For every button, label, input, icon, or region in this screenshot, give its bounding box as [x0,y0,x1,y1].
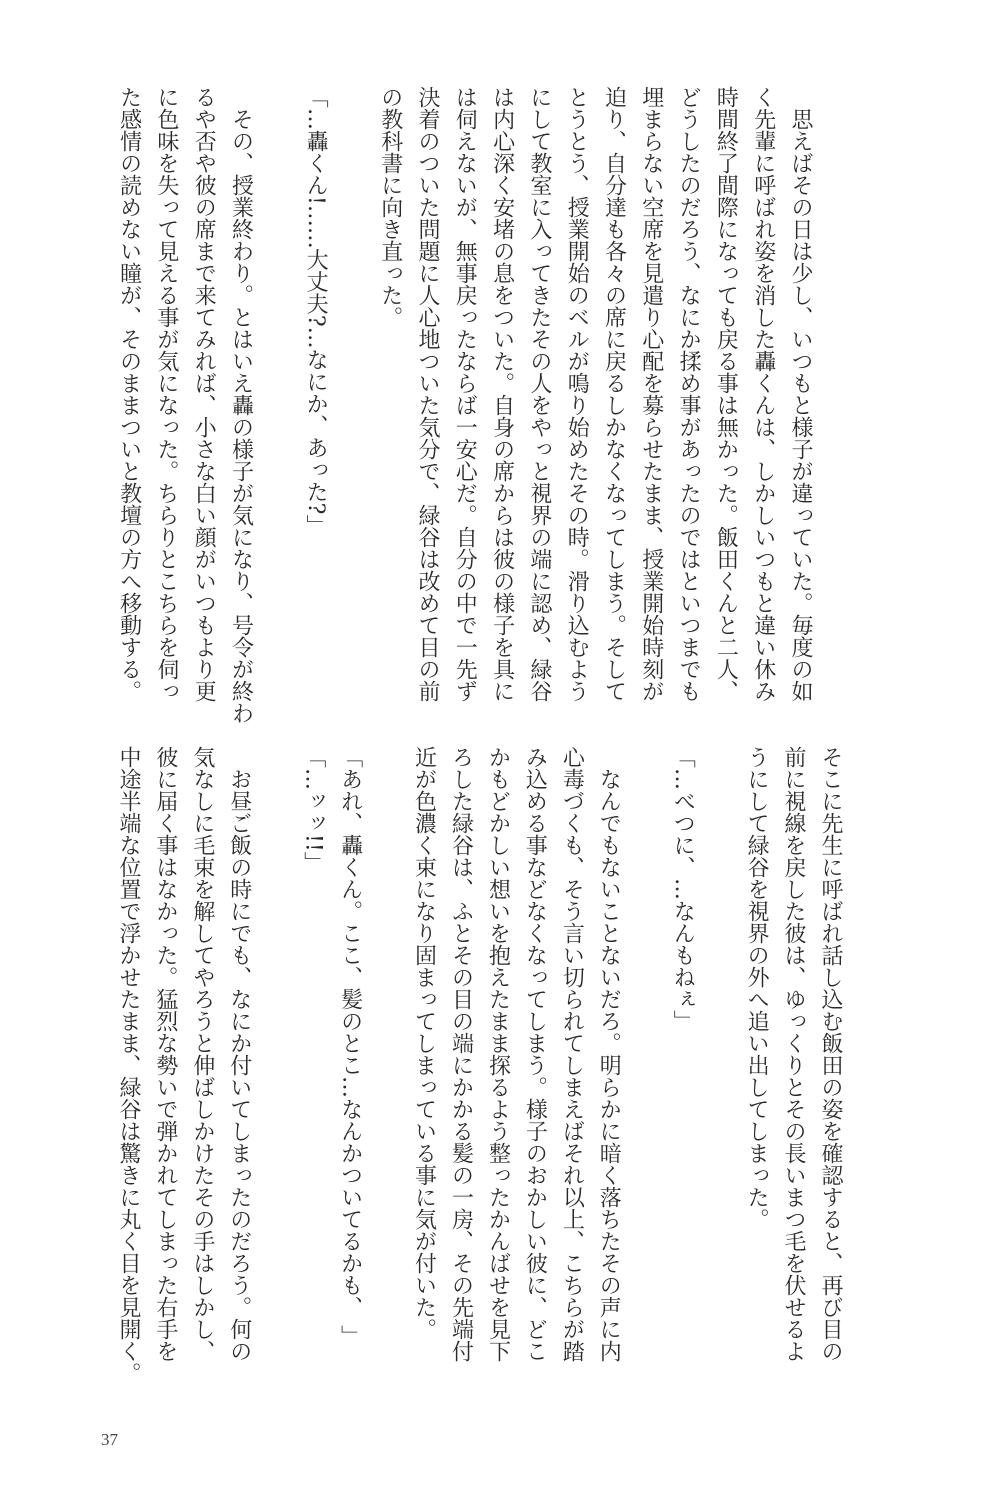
text-line: 決着のついた問題に人心地ついた気分で、緑谷は改めて目の前 [415,86,440,702]
text-line: 彼に届く事はなかった。猛烈な勢いで弾かれてしまった右手を [152,746,178,1362]
text-line: 思えばその日は少し、いつもと様子が違っていた。毎度の如 [788,108,813,702]
text-line: 気なしに毛束を解してやろうと伸ばしかけたその手はしかし、 [189,746,215,1362]
text-line: とうとう、授業開始のベルが鳴り始めたその時。滑り込むよう [564,86,590,702]
text-line: その、授業終わり。とはいえ轟の様子が気になり、号令が終わ [228,108,254,724]
text-line: かもどかしい想いを抱えたまま探るよう整ったかんばせを見下 [485,746,511,1362]
page-number: 37 [101,1430,118,1449]
text-line: 「あれ、轟くん。ここ、髪のとこ…なんかついてるかも、 」 [337,746,363,1347]
text-line: は伺えないが、無事戻ったならば一安心だ。自分の中で一先ず [452,86,478,702]
text-line: 埋まらない空席を見遣り心配を募らせたまま、授業開始時刻が [638,86,664,702]
text-line: うにして緑谷を視界の外へ追い出してしまった。 [744,746,770,1230]
text-line: どうしたのだろう、なにか揉め事があったのではといつまでも [676,86,702,702]
text-line: 心毒づくも、そう言い切られてしまえばそれ以上、こちらが踏 [559,746,585,1362]
text-line: 「…べつに、…なんもねぇ」 [670,746,696,1032]
text-line: み込める事などなくなってしまう。様子のおかしい彼に、どこ [522,746,548,1362]
text-line: ろした緑谷は、ふとその目の端にかかる髪の一房、その先端付 [448,746,474,1362]
text-line: 迫り、自分達も各々の席に戻るしかなくなってしまう。そして [601,86,627,702]
text-line: そこに先生に呼ばれ話し込む飯田の姿を確認すると、再び目の [818,746,843,1362]
text-line: に色味を失って見える事が気になった。ちらりとこちらを伺っ [153,86,179,702]
text-line: た感情の読めない瞳が、そのままついと教壇の方へ移動する。 [116,86,142,702]
text-line: 中途半端な位置で浮かせたまま、緑谷は驚きに丸く目を見開く。 [115,746,141,1384]
text-line: るや否や彼の席まで来てみれば、小さな白い顔がいつもより更 [191,86,217,702]
text-line: なんでもないことないだろ。明らかに暗く落ちたその声に内 [596,768,622,1362]
text-line: 時間終了間際になっても戻る事は無かった。飯田くんと二人、 [713,86,739,702]
text-line: 前に視線を戻した彼は、ゆっくりとその長いまつ毛を伏せるよ [781,746,807,1362]
text-line: にして教室に入ってきたその人をやっと視界の端に認め、緑谷 [526,86,552,702]
text-line: 「…轟くん!……大丈夫?…なにか、あった?」 [303,86,329,537]
text-line: の教科書に向き直った。 [377,86,403,328]
text-line: お昼ご飯の時にでも、なにか付いてしまったのだろう。何の [226,768,252,1362]
text-line: く先輩に呼ばれ姿を消した轟くんは、しかしいつもと違い休み [750,86,776,702]
text-line: 近が色濃く束になり固まってしまっている事に気が付いた。 [411,746,437,1340]
text-line: は内心深く安堵の息をついた。自身の席からは彼の様子を具に [489,86,515,702]
text-line: 「…ッッ!!」 [300,746,326,874]
